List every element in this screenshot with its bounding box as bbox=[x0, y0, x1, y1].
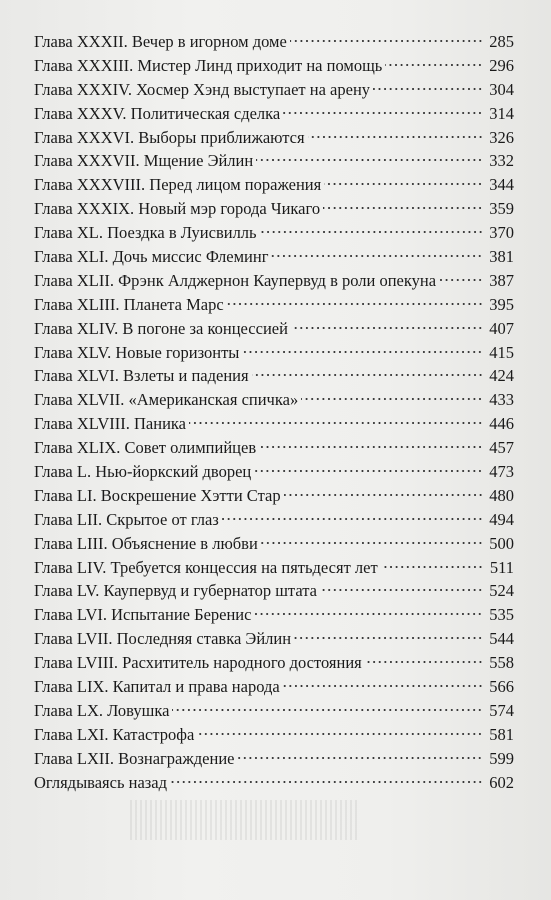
toc-entry bbox=[34, 532, 514, 556]
toc-entry-title: Глава XLVI. Взлеты и падения bbox=[34, 366, 249, 386]
toc-entry bbox=[34, 747, 514, 771]
toc-entry-title: Глава XLVII. «Американская спичка» bbox=[34, 390, 299, 410]
toc-entry-title: Глава XLIX. Совет олимпийцев bbox=[34, 438, 257, 458]
dot-leader bbox=[189, 420, 483, 426]
dot-leader bbox=[237, 755, 483, 761]
toc-entry bbox=[34, 579, 514, 603]
toc-entry bbox=[34, 293, 514, 317]
dot-leader bbox=[259, 444, 483, 450]
dot-leader bbox=[381, 564, 483, 570]
toc-entry-page-number: 395 bbox=[489, 294, 514, 314]
toc-entry bbox=[34, 197, 514, 221]
dot-leader bbox=[256, 157, 483, 163]
toc-entry-title: Глава XXXIV. Хосмер Хэнд выступает на арену bbox=[34, 79, 371, 99]
toc-entry-page-number: 500 bbox=[489, 533, 514, 553]
toc-entry-page-number: 535 bbox=[489, 605, 514, 625]
toc-entry-page-number: 511 bbox=[489, 557, 514, 577]
dot-leader bbox=[385, 62, 483, 68]
dot-leader bbox=[291, 325, 483, 331]
dot-leader bbox=[323, 205, 483, 211]
dot-leader bbox=[170, 779, 483, 785]
toc-entry-page-number: 424 bbox=[489, 366, 514, 386]
dot-leader bbox=[197, 731, 483, 737]
toc-entry bbox=[34, 603, 514, 627]
toc-entry-title: Глава XLV. Новые горизонты bbox=[34, 342, 240, 362]
dot-leader bbox=[290, 38, 483, 44]
dot-leader bbox=[320, 587, 483, 593]
toc-entry-page-number: 457 bbox=[489, 438, 514, 458]
toc-entry-page-number: 344 bbox=[489, 175, 514, 195]
dot-leader bbox=[254, 611, 483, 617]
toc-entry-page-number: 524 bbox=[489, 581, 514, 601]
toc-entry bbox=[34, 364, 514, 388]
dot-leader bbox=[308, 134, 483, 140]
dot-leader bbox=[283, 110, 483, 116]
toc-entry-title: Оглядываясь назад bbox=[34, 772, 167, 792]
toc-entry bbox=[34, 388, 514, 412]
dot-leader bbox=[439, 277, 483, 283]
toc-entry-title: Глава LIV. Требуется концессия на пятьдесят лет bbox=[34, 557, 378, 577]
toc-entry-page-number: 314 bbox=[489, 103, 514, 123]
dot-leader bbox=[254, 468, 483, 474]
toc-entry-page-number: 544 bbox=[489, 629, 514, 649]
dot-leader bbox=[260, 229, 483, 235]
toc-entry-title: Глава LII. Скрытое от глаз bbox=[34, 509, 219, 529]
toc-entry bbox=[34, 460, 514, 484]
bleed-through-shadow bbox=[130, 800, 360, 840]
toc-entry-title: Глава L. Нью-йоркский дворец bbox=[34, 462, 252, 482]
toc-entry-page-number: 381 bbox=[489, 247, 514, 267]
dot-leader bbox=[301, 396, 483, 402]
toc-entry-title: Глава XXXVIII. Перед лицом поражения bbox=[34, 175, 322, 195]
toc-entry-title: Глава LXII. Вознаграждение bbox=[34, 748, 235, 768]
toc-entry-page-number: 332 bbox=[489, 151, 514, 171]
toc-entry-page-number: 446 bbox=[489, 414, 514, 434]
toc-entry-page-number: 494 bbox=[489, 509, 514, 529]
toc-entry bbox=[34, 149, 514, 173]
toc-entry bbox=[34, 102, 514, 126]
toc-entry bbox=[34, 627, 514, 651]
toc-entry-title: Глава LVII. Последняя ставка Эйлин bbox=[34, 629, 292, 649]
toc-entry-title: Глава XXXV. Политическая сделка bbox=[34, 103, 281, 123]
toc-entry-title: Глава XXXIII. Мистер Линд приходит на помощь bbox=[34, 55, 383, 75]
toc-entry bbox=[34, 723, 514, 747]
toc-entry bbox=[34, 651, 514, 675]
toc-entry bbox=[34, 30, 514, 54]
toc-entry-title: Глава XLIV. В погоне за концессией bbox=[34, 318, 288, 338]
toc-entry-page-number: 566 bbox=[489, 677, 514, 697]
toc-entry-page-number: 558 bbox=[489, 653, 514, 673]
toc-entry bbox=[34, 78, 514, 102]
dot-leader bbox=[227, 301, 483, 307]
toc-entry-title: Глава XXXVI. Выборы приближаются bbox=[34, 127, 305, 147]
toc-entry-title: Глава XLIII. Планета Марс bbox=[34, 294, 224, 314]
toc-entry bbox=[34, 173, 514, 197]
toc-entry-page-number: 581 bbox=[489, 724, 514, 744]
toc-entry-title: Глава LIII. Объяснение в любви bbox=[34, 533, 258, 553]
toc-entry bbox=[34, 412, 514, 436]
toc-entry-title: Глава LI. Воскрешение Хэтти Стар bbox=[34, 485, 281, 505]
toc-entry bbox=[34, 54, 514, 78]
toc-entry-title: Глава XLI. Дочь миссис Флеминг bbox=[34, 247, 269, 267]
toc-entry-title: Глава XL. Поездка в Луисвилль bbox=[34, 223, 257, 243]
toc-entry-title: Глава LV. Каупервуд и губернатор штата bbox=[34, 581, 317, 601]
dot-leader bbox=[222, 516, 483, 522]
toc-entry-title: Глава LVIII. Расхититель народного достояния bbox=[34, 653, 362, 673]
toc-entry-page-number: 433 bbox=[489, 390, 514, 410]
toc-entry-page-number: 415 bbox=[489, 342, 514, 362]
toc-entry-title: Глава XXXVII. Мщение Эйлин bbox=[34, 151, 254, 171]
dot-leader bbox=[252, 372, 483, 378]
dot-leader bbox=[172, 707, 483, 713]
toc-entry-title: Глава LVI. Испытание Беренис bbox=[34, 605, 252, 625]
toc-entry bbox=[34, 484, 514, 508]
toc-entry bbox=[34, 436, 514, 460]
toc-entry-title: Глава XXXII. Вечер в игорном доме bbox=[34, 32, 287, 51]
toc-entry-page-number: 359 bbox=[489, 199, 514, 219]
toc-entry bbox=[34, 269, 514, 293]
toc-entry bbox=[34, 675, 514, 699]
dot-leader bbox=[365, 659, 483, 665]
dot-leader bbox=[261, 540, 483, 546]
toc-entry-page-number: 602 bbox=[489, 772, 514, 792]
toc-entry-page-number: 574 bbox=[489, 700, 514, 720]
dot-leader bbox=[284, 492, 483, 498]
toc-entry-title: Глава XXXIX. Новый мэр города Чикаго bbox=[34, 199, 321, 219]
toc-entry-page-number: 599 bbox=[489, 748, 514, 768]
toc-entry-page-number: 480 bbox=[489, 485, 514, 505]
toc-entry-title: Глава LX. Ловушка bbox=[34, 700, 170, 720]
dot-leader bbox=[324, 181, 483, 187]
toc-entry-page-number: 285 bbox=[489, 32, 514, 51]
dot-leader bbox=[242, 349, 483, 355]
toc-entry bbox=[34, 221, 514, 245]
toc-entry bbox=[34, 508, 514, 532]
toc-entry-page-number: 326 bbox=[489, 127, 514, 147]
toc-entry-page-number: 407 bbox=[489, 318, 514, 338]
toc-entry-title: Глава LXI. Катастрофа bbox=[34, 724, 195, 744]
toc-entry-title: Глава LIX. Капитал и права народа bbox=[34, 677, 280, 697]
table-of-contents bbox=[34, 30, 514, 795]
toc-entry bbox=[34, 699, 514, 723]
toc-entry bbox=[34, 771, 514, 795]
toc-entry-page-number: 473 bbox=[489, 462, 514, 482]
toc-entry-page-number: 296 bbox=[489, 55, 514, 75]
toc-entry-page-number: 370 bbox=[489, 223, 514, 243]
dot-leader bbox=[283, 683, 483, 689]
toc-entry-title: Глава XLII. Фрэнк Алджернон Каупервуд в роли опекуна bbox=[34, 270, 437, 290]
toc-entry-title: Глава XLVIII. Паника bbox=[34, 414, 186, 434]
dot-leader bbox=[373, 86, 483, 92]
toc-entry-page-number: 304 bbox=[489, 79, 514, 99]
dot-leader bbox=[271, 253, 483, 259]
toc-entry-page-number: 387 bbox=[489, 270, 514, 290]
toc-entry bbox=[34, 245, 514, 269]
toc-entry bbox=[34, 317, 514, 341]
toc-entry bbox=[34, 341, 514, 365]
toc-entry bbox=[34, 126, 514, 150]
toc-entry bbox=[34, 556, 514, 580]
dot-leader bbox=[294, 635, 483, 641]
